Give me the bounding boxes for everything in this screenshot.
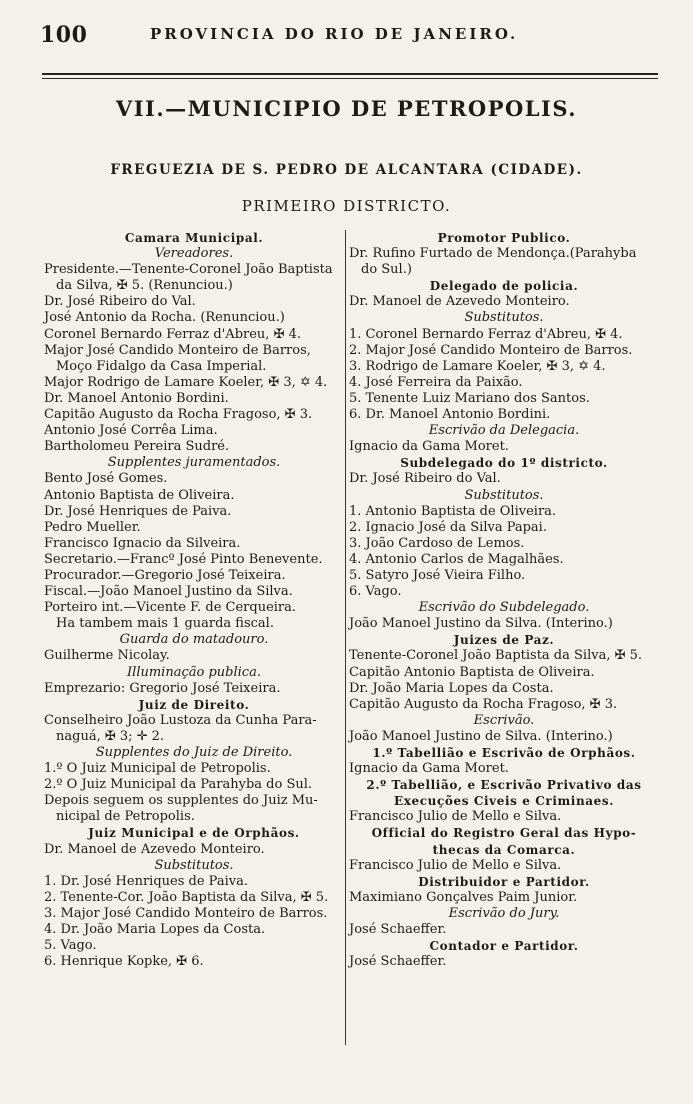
left-line: Porteiro int.—Vicente F. de Cerqueira. [44,600,297,616]
left-line: Fiscal.—João Manoel Justino da Silva. [44,584,293,600]
right-subheading: Escrivão do Subdelegado. [418,600,590,616]
left-heading: Juiz Municipal e de Orphãos. [88,826,300,841]
right-heading: 1.º Tabellião e Escrivão de Orphãos. [372,746,636,760]
left-line: Major Rodrigo de Lamare Koeler, ✠ 3, ✡ 4. [44,374,328,390]
left-continuation-line: da Silva, ✠ 5. (Renunciou.) [56,278,233,294]
right-subheading: Substitutos. [464,310,544,326]
right-heading: 2.º Tabellião, e Escrivão Privativo das [366,778,642,793]
right-column [349,230,659,970]
left-line: 2.º O Juiz Municipal da Parahyba do Sul. [44,777,313,793]
left-line: 5. Vago. [44,938,97,954]
left-line: Dr. Manoel Antonio Bordini. [44,390,229,406]
left-line: 1.º O Juiz Municipal de Petropolis. [44,761,271,777]
right-line: José Schaeffer. [349,922,447,938]
left-line: 6. Henrique Kopke, ✠ 6. [44,954,204,970]
right-line: Capitão Augusto da Rocha Fragoso, ✠ 3. [349,696,618,712]
left-line: Major José Candido Monteiro de Barros, [44,342,311,358]
left-line: Bento José Gomes. [44,471,168,487]
left-line: Secretario.—Francº José Pinto Benevente. [44,551,323,567]
right-continuation-line: do Sul.) [361,262,412,278]
left-subheading: Vereadores. [154,246,234,262]
right-heading: Distribuidor e Partidor. [418,874,590,889]
right-line: Dr. Manoel de Azevedo Monteiro. [349,294,570,310]
left-heading: Juiz de Direito. [138,697,250,712]
left-line: Antonio José Corrêa Lima. [44,423,218,439]
district-title: PRIMEIRO DISTRICTO. [241,197,452,215]
right-line: 3. Rodrigo de Lamare Koeler, ✠ 3, ✡ 4. [349,358,606,374]
left-subheading: Supplentes juramentados. [107,455,281,471]
right-line: Dr. João Maria Lopes da Costa. [349,680,554,696]
left-line: José Antonio da Rocha. (Renunciou.) [44,310,285,326]
freguezia-title: FREGUEZIA DE S. PEDRO DE ALCANTARA (CIDADE). [110,162,583,178]
right-line: 2. Major José Candido Monteiro de Barros. [349,342,633,358]
right-line: 1. Coronel Bernardo Ferraz d'Abreu, ✠ 4. [349,326,623,342]
right-line: Maximiano Gonçalves Paim Junior. [349,889,578,905]
left-line: Dr. José Ribeiro do Val. [44,294,196,310]
running-title: PROVINCIA DO RIO DE JANEIRO. [150,25,519,43]
right-line: Francisco Julio de Mello e Silva. [349,809,562,825]
left-subheading: Substitutos. [154,857,234,873]
right-heading: Contador e Partidor. [429,939,579,954]
right-line: Capitão Antonio Baptista de Oliveira. [349,664,595,680]
left-heading: Camara Municipal. [124,231,264,245]
running-header [0,0,693,60]
left-continuation-line: nicipal de Petropolis. [56,809,195,825]
right-heading: Juizes de Paz. [453,633,555,648]
right-heading: Delegado de policia. [429,279,579,294]
page-number: 100 [40,22,88,48]
right-line: 1. Antonio Baptista de Oliveira. [349,503,557,519]
right-subheading: Escrivão. [473,712,535,728]
left-line: Presidente.—Tenente-Coronel João Baptista [44,262,333,278]
left-line: Dr. Manoel de Azevedo Monteiro. [44,841,265,857]
header-rule-bottom [42,78,658,79]
left-continuation-line: Ha tambem mais 1 guarda fiscal. [56,616,274,632]
left-line: 2. Tenente-Cor. João Baptista da Silva, ✠ 5. [44,889,329,905]
left-line: Capitão Augusto da Rocha Fragoso, ✠ 3. [44,407,313,423]
left-line: 3. Major José Candido Monteiro de Barros. [44,905,328,921]
left-line: Guilherme Nicolay. [44,648,170,664]
right-line: João Manoel Justino da Silva. (Interino.) [349,616,613,632]
left-column [44,230,344,970]
left-line: Depois seguem os supplentes do Juiz Mu- [44,793,318,809]
right-line: Dr. José Ribeiro do Val. [349,471,501,487]
left-line: Bartholomeu Pereira Sudré. [44,439,230,455]
left-continuation-line: naguá, ✠ 3; ✛ 2. [56,728,165,744]
left-subheading: Guarda do matadouro. [119,632,269,648]
right-heading: Promotor Publico. [437,231,571,245]
right-line: Ignacio da Gama Moret. [349,761,509,777]
right-line: José Schaeffer. [349,954,447,970]
right-line: 5. Satyro José Vieira Filho. [349,567,526,583]
right-line: Tenente-Coronel João Baptista da Silva, ✠ 5. [349,648,643,664]
right-subheading: Escrivão do Jury. [448,905,560,921]
right-line: 5. Tenente Luiz Mariano dos Santos. [349,390,590,406]
left-line: Emprezario: Gregorio José Teixeira. [44,680,281,696]
right-line: Ignacio da Gama Moret. [349,439,509,455]
left-line: Dr. José Henriques de Paiva. [44,503,232,519]
left-continuation-line: Moço Fidalgo da Casa Imperial. [56,358,267,374]
header-rule-top [42,73,658,75]
left-line: Francisco Ignacio da Silveira. [44,535,241,551]
left-line: Coronel Bernardo Ferraz d'Abreu, ✠ 4. [44,326,301,342]
right-line: Francisco Julio de Mello e Silva. [349,857,562,873]
right-line: Dr. Rufino Furtado de Mendonça.(Parahyba [349,246,637,262]
section-title: VII.—MUNICIPIO DE PETROPOLIS. [115,96,578,121]
right-heading: Official do Registro Geral das Hypo- [371,826,637,841]
left-line: 1. Dr. José Henriques de Paiva. [44,873,248,889]
left-subheading: Illuminação publica. [127,664,261,680]
left-subheading: Supplentes do Juiz de Direito. [95,745,293,760]
left-line: Antonio Baptista de Oliveira. [44,487,235,503]
right-subheading: Substitutos. [464,487,544,503]
right-subheading: Escrivão da Delegacia. [428,423,580,439]
right-heading: thecas da Comarca. [432,842,576,857]
left-line: Pedro Mueller. [44,519,141,535]
right-line: 4. Antonio Carlos de Magalhães. [349,551,564,567]
right-heading: Execuções Civeis e Criminaes. [393,794,615,809]
column-divider [345,230,346,1045]
right-line: João Manoel Justino de Silva. (Interino.) [349,728,613,744]
right-line: 3. João Cardoso de Lemos. [349,535,525,551]
right-line: 6. Vago. [349,584,402,600]
right-line: 6. Dr. Manoel Antonio Bordini. [349,407,551,423]
left-line: Conselheiro João Lustoza da Cunha Para- [44,712,317,728]
right-line: 2. Ignacio José da Silva Papai. [349,519,547,535]
right-line: 4. José Ferreira da Paixão. [349,374,523,390]
left-line: Procurador.—Gregorio José Teixeira. [44,567,286,583]
left-line: 4. Dr. João Maria Lopes da Costa. [44,922,266,938]
right-heading: Subdelegado do 1º districto. [400,456,608,471]
